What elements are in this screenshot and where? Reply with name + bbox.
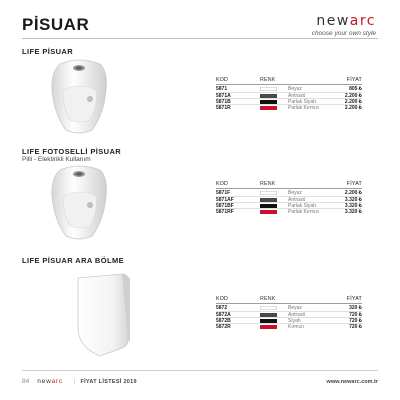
color-swatch	[260, 204, 277, 208]
section-subtitle: Pilli - Elektirikli Kullanım	[22, 156, 91, 163]
header-color: RENK	[260, 296, 276, 302]
logo-tagline: choose your own style	[311, 30, 376, 37]
color-swatch	[260, 313, 277, 317]
table-row	[216, 311, 362, 317]
product-code: 5872	[216, 305, 228, 311]
header-code: KOD	[216, 77, 229, 83]
header-price: FİYAT	[346, 77, 362, 83]
website-link[interactable]: www.newarc.com.tr	[326, 378, 378, 385]
color-swatch	[260, 87, 277, 91]
product-price: 3.320 ₺	[344, 196, 362, 203]
product-code: 5871A	[216, 92, 231, 99]
product-code: 5871F	[216, 190, 231, 196]
product-price: 2.200 ₺	[344, 98, 362, 105]
urinal-image	[46, 56, 112, 136]
product-price: 2.200 ₺	[344, 92, 362, 99]
color-name: Beyaz	[288, 190, 302, 196]
header-divider	[22, 38, 378, 39]
header-color: RENK	[260, 77, 276, 83]
color-swatch	[260, 198, 277, 202]
product-price: 3.320 ₺	[344, 208, 362, 215]
color-name: Parlak Siyah	[288, 98, 317, 105]
header-code: KOD	[216, 296, 229, 302]
section-title-life-fotoselli-pisuar: LIFE FOTOSELLİ PİSUAR	[22, 147, 122, 156]
color-name: Antrasit	[288, 311, 305, 318]
table-row	[216, 305, 362, 311]
table-header	[216, 178, 362, 187]
product-code: 5872R	[216, 323, 231, 330]
product-code: 5871AF	[216, 196, 234, 203]
table-header-divider	[216, 303, 362, 304]
footer-divider	[22, 370, 378, 371]
color-name: Antrasit	[288, 92, 305, 99]
table-row	[216, 208, 362, 214]
header-code: KOD	[216, 181, 229, 187]
table-header-divider	[216, 188, 362, 189]
footer-logo-text-b: arc	[51, 378, 63, 385]
price-table-life-pisuar	[216, 74, 362, 110]
color-swatch	[260, 306, 277, 310]
table-row	[216, 92, 362, 98]
table-row	[216, 202, 362, 208]
color-name: Kırmızı	[288, 323, 304, 330]
color-swatch	[260, 100, 277, 104]
page-number: 84	[22, 378, 30, 385]
product-code: 5872B	[216, 317, 231, 324]
header-color: RENK	[260, 181, 276, 187]
footer-separator: |	[74, 378, 76, 385]
footer-logo-text-a: new	[37, 378, 52, 385]
header-price: FİYAT	[346, 296, 362, 302]
color-swatch	[260, 210, 277, 214]
table-row	[216, 196, 362, 202]
product-code: 5871RF	[216, 208, 234, 215]
section-title-life-pisuar: LIFE PİSUAR	[22, 47, 74, 56]
color-swatch	[260, 191, 277, 195]
table-row	[216, 317, 362, 323]
color-swatch	[260, 325, 277, 329]
color-swatch	[260, 94, 277, 98]
color-name: Siyah	[288, 317, 301, 324]
footer-logo	[37, 378, 63, 385]
page-footer	[22, 378, 378, 385]
table-header	[216, 293, 362, 302]
urinal-divider-image	[70, 272, 136, 358]
sensor-urinal-image	[46, 162, 112, 242]
logo-text-b: arc	[349, 13, 376, 29]
table-row	[216, 98, 362, 104]
product-price: 320 ₺	[349, 305, 362, 311]
table-row	[216, 104, 362, 110]
color-name: Beyaz	[288, 305, 302, 311]
table-header-divider	[216, 84, 362, 85]
color-name: Parlak Kırmızı	[288, 208, 320, 215]
product-price: 720 ₺	[349, 311, 362, 318]
product-code: 5872A	[216, 311, 231, 318]
product-price: 2.200 ₺	[344, 190, 362, 196]
price-table-life-fotoselli-pisuar	[216, 178, 362, 214]
table-row	[216, 323, 362, 329]
header-price: FİYAT	[346, 181, 362, 187]
product-code: 5871BF	[216, 202, 234, 209]
price-list-label: FİYAT LİSTESİ 2019	[80, 378, 137, 385]
table-row	[216, 86, 362, 92]
product-price: 2.200 ₺	[344, 104, 362, 111]
color-swatch	[260, 106, 277, 110]
page-title: PİSUAR	[22, 15, 90, 34]
product-price: 3.320 ₺	[344, 202, 362, 209]
table-header	[216, 74, 362, 83]
product-code: 5871R	[216, 104, 231, 111]
product-price: 805 ₺	[349, 86, 362, 92]
color-name: Parlak Siyah	[288, 202, 317, 209]
logo-wordmark	[312, 13, 376, 29]
price-table-life-pisuar-ara-bolme	[216, 293, 362, 329]
color-name: Parlak Kırmızı	[288, 104, 320, 111]
color-swatch	[260, 319, 277, 323]
product-code: 5871B	[216, 98, 231, 105]
logo-text-a: new	[316, 13, 350, 29]
product-price: 720 ₺	[349, 323, 362, 330]
product-price: 720 ₺	[349, 317, 362, 324]
color-name: Beyaz	[288, 86, 302, 92]
color-name: Antrasit	[288, 196, 305, 203]
brand-logo	[312, 13, 376, 37]
table-row	[216, 190, 362, 196]
product-code: 5871	[216, 86, 228, 92]
section-title-life-pisuar-ara-bolme: LIFE PİSUAR ARA BÖLME	[22, 256, 125, 265]
